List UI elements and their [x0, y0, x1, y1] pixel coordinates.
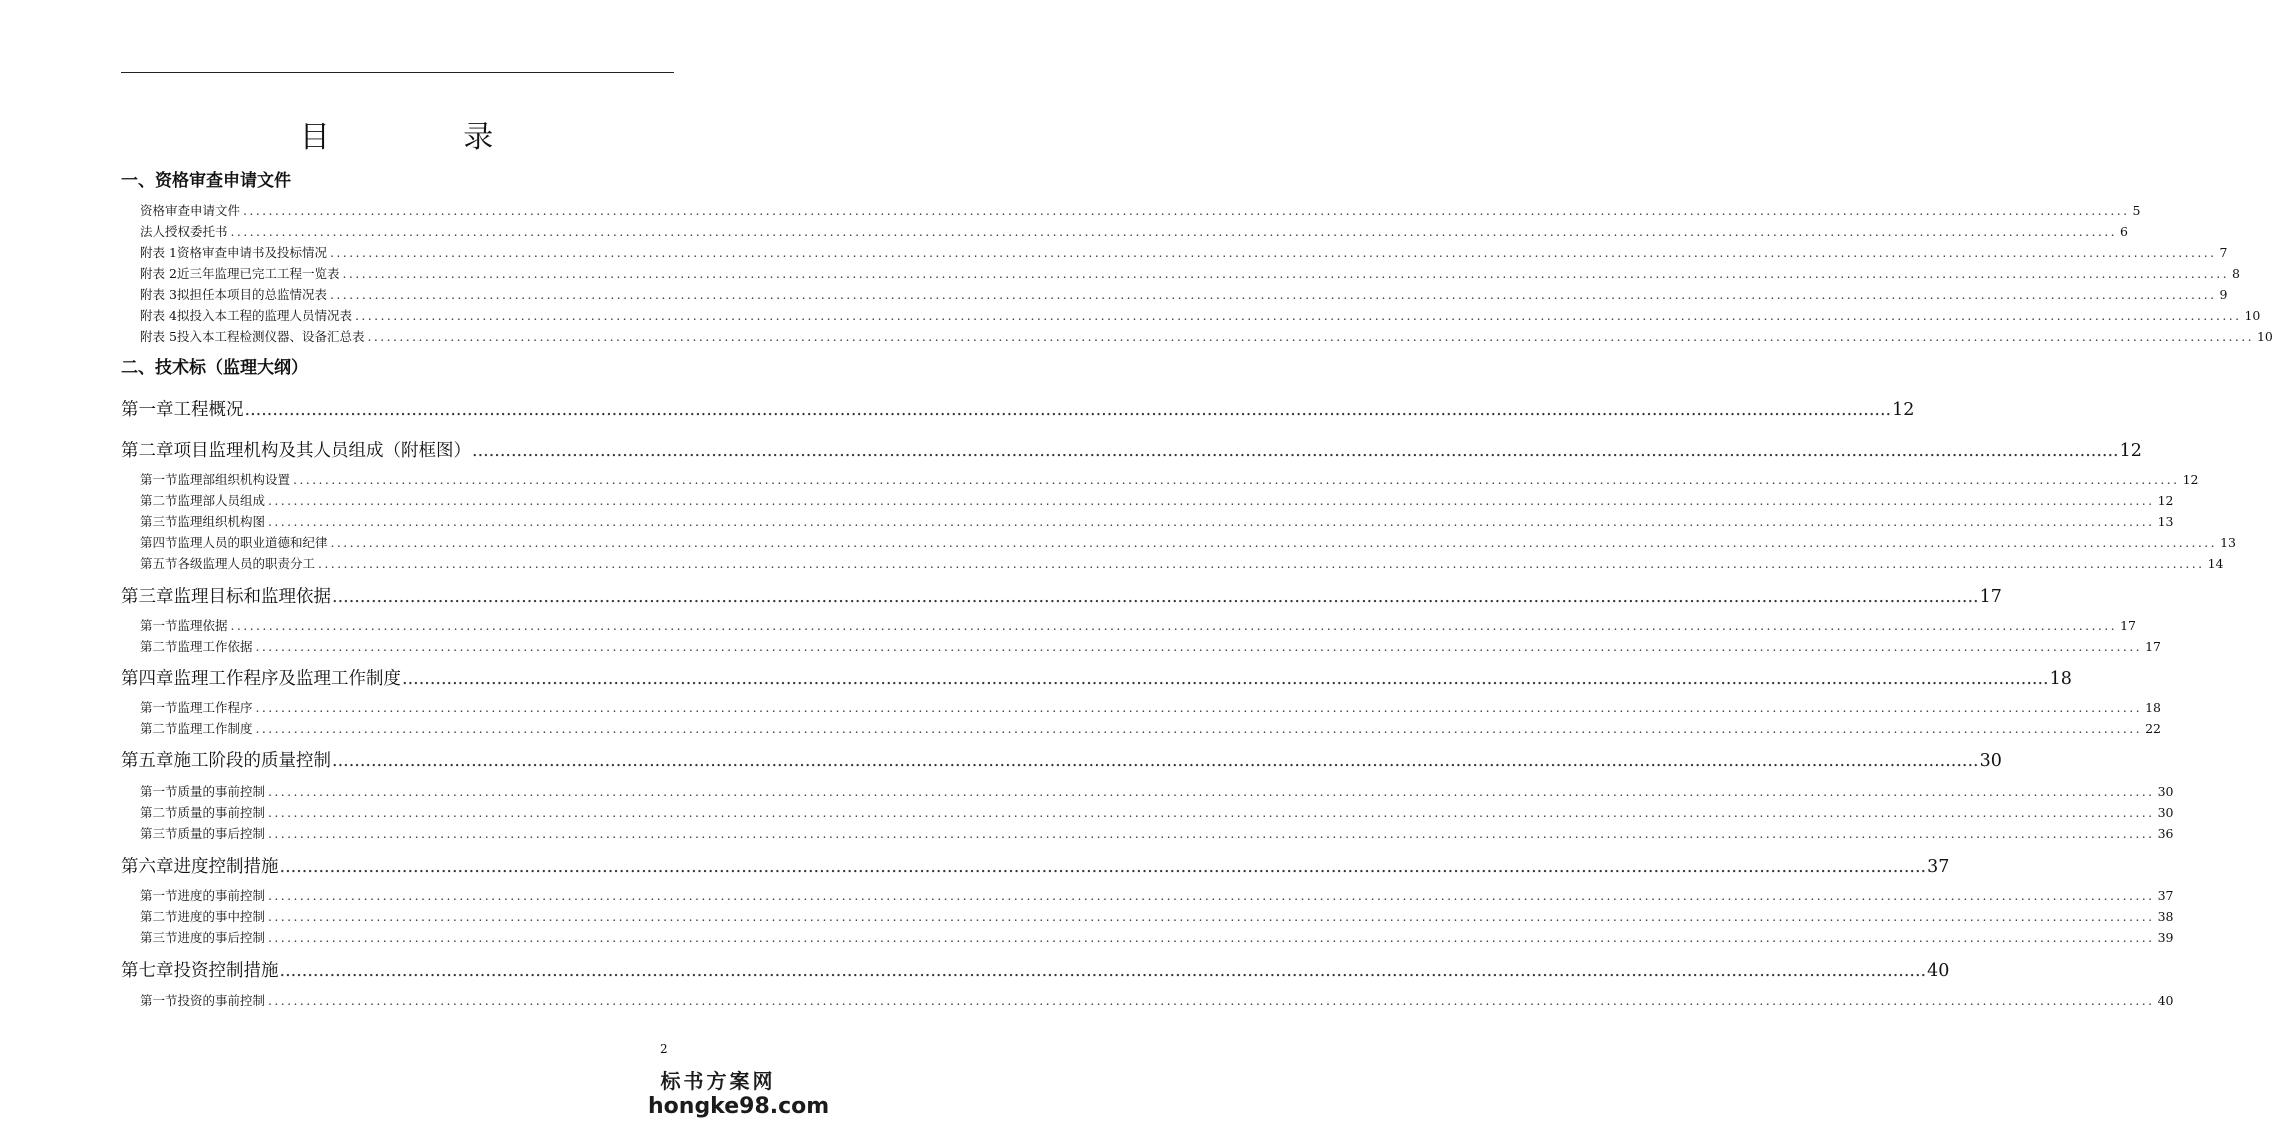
toc-section-title: 监理依据: [177, 618, 228, 633]
toc-chapter-title: 监理工作程序及监理工作制度: [173, 669, 401, 689]
toc-section-page: 14: [2207, 556, 2224, 571]
toc-entry-page: 5: [2132, 203, 2141, 218]
toc-chapter-title: 进度控制措施: [173, 857, 279, 877]
toc-section-page: 13: [2220, 535, 2236, 550]
leader-dots: [280, 855, 1927, 879]
toc-section[interactable]: [140, 825, 2174, 843]
toc-section-page: 30: [2157, 805, 2174, 820]
toc-section-page: 37: [2157, 888, 2174, 903]
toc-entry[interactable]: [140, 244, 2228, 262]
leader-dots: [402, 667, 2049, 691]
toc-section-title: 进度的事前控制: [177, 888, 266, 903]
leader-dots: [332, 749, 1979, 773]
toc-section-title: 进度的事后控制: [177, 930, 266, 945]
toc-section[interactable]: [140, 699, 2161, 717]
toc-chapter-label: 第三章: [121, 587, 174, 607]
toc-section-page: 18: [2145, 700, 2161, 715]
toc-section[interactable]: [140, 992, 2174, 1010]
toc-section[interactable]: [140, 720, 2161, 738]
toc-chapter-label: 第六章: [121, 857, 174, 877]
toc-section-page: 39: [2157, 930, 2174, 945]
toc-section[interactable]: [140, 783, 2174, 801]
toc-chapter-title: 投资控制措施: [173, 961, 279, 981]
leader-dots: [268, 887, 2155, 905]
toc-section-title: 投资的事前控制: [177, 993, 266, 1008]
leader-dots: [293, 471, 2180, 489]
leader-dots: [268, 804, 2155, 822]
leader-dots: [231, 617, 2118, 635]
toc-chapter[interactable]: [121, 749, 2002, 773]
leader-dots: [332, 585, 1979, 609]
toc-section-label: 第二节: [140, 639, 178, 654]
toc-entry-title: 近三年监理已完工工程一览表: [176, 266, 340, 281]
toc-chapter[interactable]: [121, 585, 2002, 609]
toc-section-title: 质量的事前控制: [177, 805, 266, 820]
toc-section-label: 第三节: [140, 826, 178, 841]
toc-entry-title: 拟投入本工程的监理人员情况表: [176, 308, 352, 323]
toc-section[interactable]: [140, 492, 2174, 510]
toc-section-page: 36: [2157, 826, 2174, 841]
toc-chapter-label: 第二章: [121, 441, 174, 461]
toc-entry-title: 法人授权委托书: [140, 224, 228, 239]
toc-section-title: 质量的事后控制: [177, 826, 266, 841]
toc-entry-page: 8: [2231, 266, 2240, 281]
leader-dots: [355, 307, 2242, 325]
leader-dots: [243, 202, 2130, 220]
toc-entry-title: 投入本工程检测仪器、设备汇总表: [176, 329, 365, 344]
toc-chapter[interactable]: [121, 667, 2072, 691]
toc-section-page: 12: [2182, 472, 2199, 487]
toc-chapter-page: 37: [1927, 857, 1950, 877]
toc-chapter-label: 第一章: [121, 400, 174, 420]
toc-section-label: 第二节: [140, 493, 178, 508]
leader-dots: [330, 244, 2217, 262]
toc-section-title: 监理部人员组成: [177, 493, 266, 508]
toc-section-title: 监理部组织机构设置: [177, 472, 291, 487]
toc-section[interactable]: [140, 887, 2174, 905]
header-rule: [121, 72, 674, 73]
toc-section-label: 第一节: [140, 700, 178, 715]
toc-chapter[interactable]: [121, 959, 1950, 983]
leader-dots: [280, 959, 1927, 983]
toc-section-page: 30: [2157, 784, 2174, 799]
toc-section-label: 第二节: [140, 805, 178, 820]
toc-entry[interactable]: [140, 223, 2128, 241]
toc-section-label: 第四节: [140, 535, 178, 550]
leader-dots: [268, 929, 2155, 947]
toc-entry-label: 附表 2: [140, 266, 177, 281]
toc-chapter-label: 第七章: [121, 961, 174, 981]
leader-dots: [342, 265, 2229, 283]
toc-entry-label: 附表 4: [140, 308, 177, 323]
toc-entry[interactable]: [140, 202, 2141, 220]
toc-section-label: 第五节: [140, 556, 178, 571]
leader-dots: [472, 439, 2119, 463]
toc-entry-label: 附表 5: [140, 329, 177, 344]
toc-section[interactable]: [140, 534, 2236, 552]
section-heading-technical: 二、技术标（监理大纲）: [121, 358, 308, 378]
toc-entry-page: 9: [2219, 287, 2228, 302]
toc-entry-page: 6: [2120, 224, 2128, 239]
toc-section[interactable]: [140, 471, 2199, 489]
toc-section-title: 监理人员的职业道德和纪律: [177, 535, 328, 550]
toc-chapter-page: 30: [1979, 751, 2002, 771]
toc-entry[interactable]: [140, 328, 2273, 346]
toc-chapter-page: 40: [1927, 961, 1950, 981]
toc-section[interactable]: [140, 638, 2161, 656]
toc-entry-title: 拟担任本项目的总监情况表: [176, 287, 327, 302]
toc-entry-page: 10: [2244, 308, 2261, 323]
toc-section-label: 第一节: [140, 472, 178, 487]
toc-section-title: 进度的事中控制: [177, 909, 266, 924]
toc-section-label: 第二节: [140, 909, 178, 924]
toc-section-title: 监理工作依据: [177, 639, 253, 654]
toc-section-label: 第三节: [140, 514, 178, 529]
toc-section-page: 17: [2145, 639, 2161, 654]
toc-chapter[interactable]: [121, 439, 2142, 463]
watermark-logo: [648, 1068, 830, 1120]
leader-dots: [256, 720, 2143, 738]
leader-dots: [318, 555, 2205, 573]
toc-entry-title: 资格审查申请文件: [140, 203, 241, 218]
leader-dots: [268, 825, 2155, 843]
toc-chapter-title: 项目监理机构及其人员组成（附框图）: [173, 441, 471, 461]
toc-chapter[interactable]: [121, 855, 1950, 879]
toc-chapter-page: 17: [1979, 587, 2002, 607]
toc-section[interactable]: [140, 555, 2224, 573]
toc-section-title: 监理组织机构图: [177, 514, 266, 529]
leader-dots: [231, 223, 2118, 241]
leader-dots: [268, 513, 2155, 531]
toc-chapter-page: 12: [2119, 441, 2142, 461]
toc-section-title: 监理工作制度: [177, 721, 253, 736]
toc-section[interactable]: [140, 513, 2174, 531]
leader-dots: [268, 783, 2155, 801]
leader-dots: [331, 534, 2218, 552]
toc-section-page: 12: [2157, 493, 2174, 508]
toc-section-label: 第一节: [140, 618, 178, 633]
watermark-line1: 标书方案网: [660, 1069, 776, 1093]
toc-section-title: 监理工作程序: [177, 700, 253, 715]
toc-section-label: 第一节: [140, 993, 178, 1008]
leader-dots: [367, 328, 2254, 346]
toc-section-label: 第三节: [140, 930, 178, 945]
toc-entry-title: 资格审查申请书及投标情况: [176, 245, 327, 260]
toc-section-label: 第二节: [140, 721, 178, 736]
toc-chapter[interactable]: [121, 398, 1915, 422]
leader-dots: [268, 492, 2155, 510]
watermark-line2: hongke98.com: [648, 1094, 830, 1119]
toc-entry[interactable]: [140, 265, 2240, 283]
page-number: 2: [660, 1042, 668, 1056]
toc-chapter-title: 施工阶段的质量控制: [173, 751, 331, 771]
toc-entry-page: 7: [2219, 245, 2228, 260]
toc-chapter-title: 工程概况: [173, 400, 244, 420]
toc-section-page: 13: [2157, 514, 2174, 529]
leader-dots: [245, 398, 1892, 422]
toc-section-label: 第一节: [140, 888, 178, 903]
toc-chapter-label: 第五章: [121, 751, 174, 771]
toc-entry[interactable]: [140, 307, 2261, 325]
page-title: 目 录: [299, 120, 556, 155]
toc-entry-page: 10: [2256, 329, 2273, 344]
toc-section[interactable]: [140, 617, 2136, 635]
section-heading-qualification: 一、资格审查申请文件: [121, 171, 291, 191]
toc-section[interactable]: [140, 804, 2174, 822]
toc-entry-label: 附表 3: [140, 287, 177, 302]
toc-chapter-page: 12: [1892, 400, 1915, 420]
toc-chapter-page: 18: [2049, 669, 2072, 689]
toc-section-page: 22: [2145, 721, 2161, 736]
toc-entry-label: 附表 1: [140, 245, 177, 260]
toc-section-label: 第一节: [140, 784, 178, 799]
toc-section-title: 质量的事前控制: [177, 784, 266, 799]
toc-entry[interactable]: [140, 286, 2228, 304]
leader-dots: [268, 908, 2155, 926]
toc-section[interactable]: [140, 929, 2174, 947]
toc-section-title: 各级监理人员的职责分工: [177, 556, 316, 571]
leader-dots: [268, 992, 2155, 1010]
toc-section[interactable]: [140, 908, 2174, 926]
leader-dots: [256, 699, 2143, 717]
toc-section-page: 40: [2157, 993, 2174, 1008]
toc-chapter-label: 第四章: [121, 669, 174, 689]
toc-chapter-title: 监理目标和监理依据: [173, 587, 331, 607]
leader-dots: [330, 286, 2217, 304]
leader-dots: [256, 638, 2143, 656]
toc-section-page: 38: [2157, 909, 2174, 924]
toc-section-page: 17: [2120, 618, 2136, 633]
